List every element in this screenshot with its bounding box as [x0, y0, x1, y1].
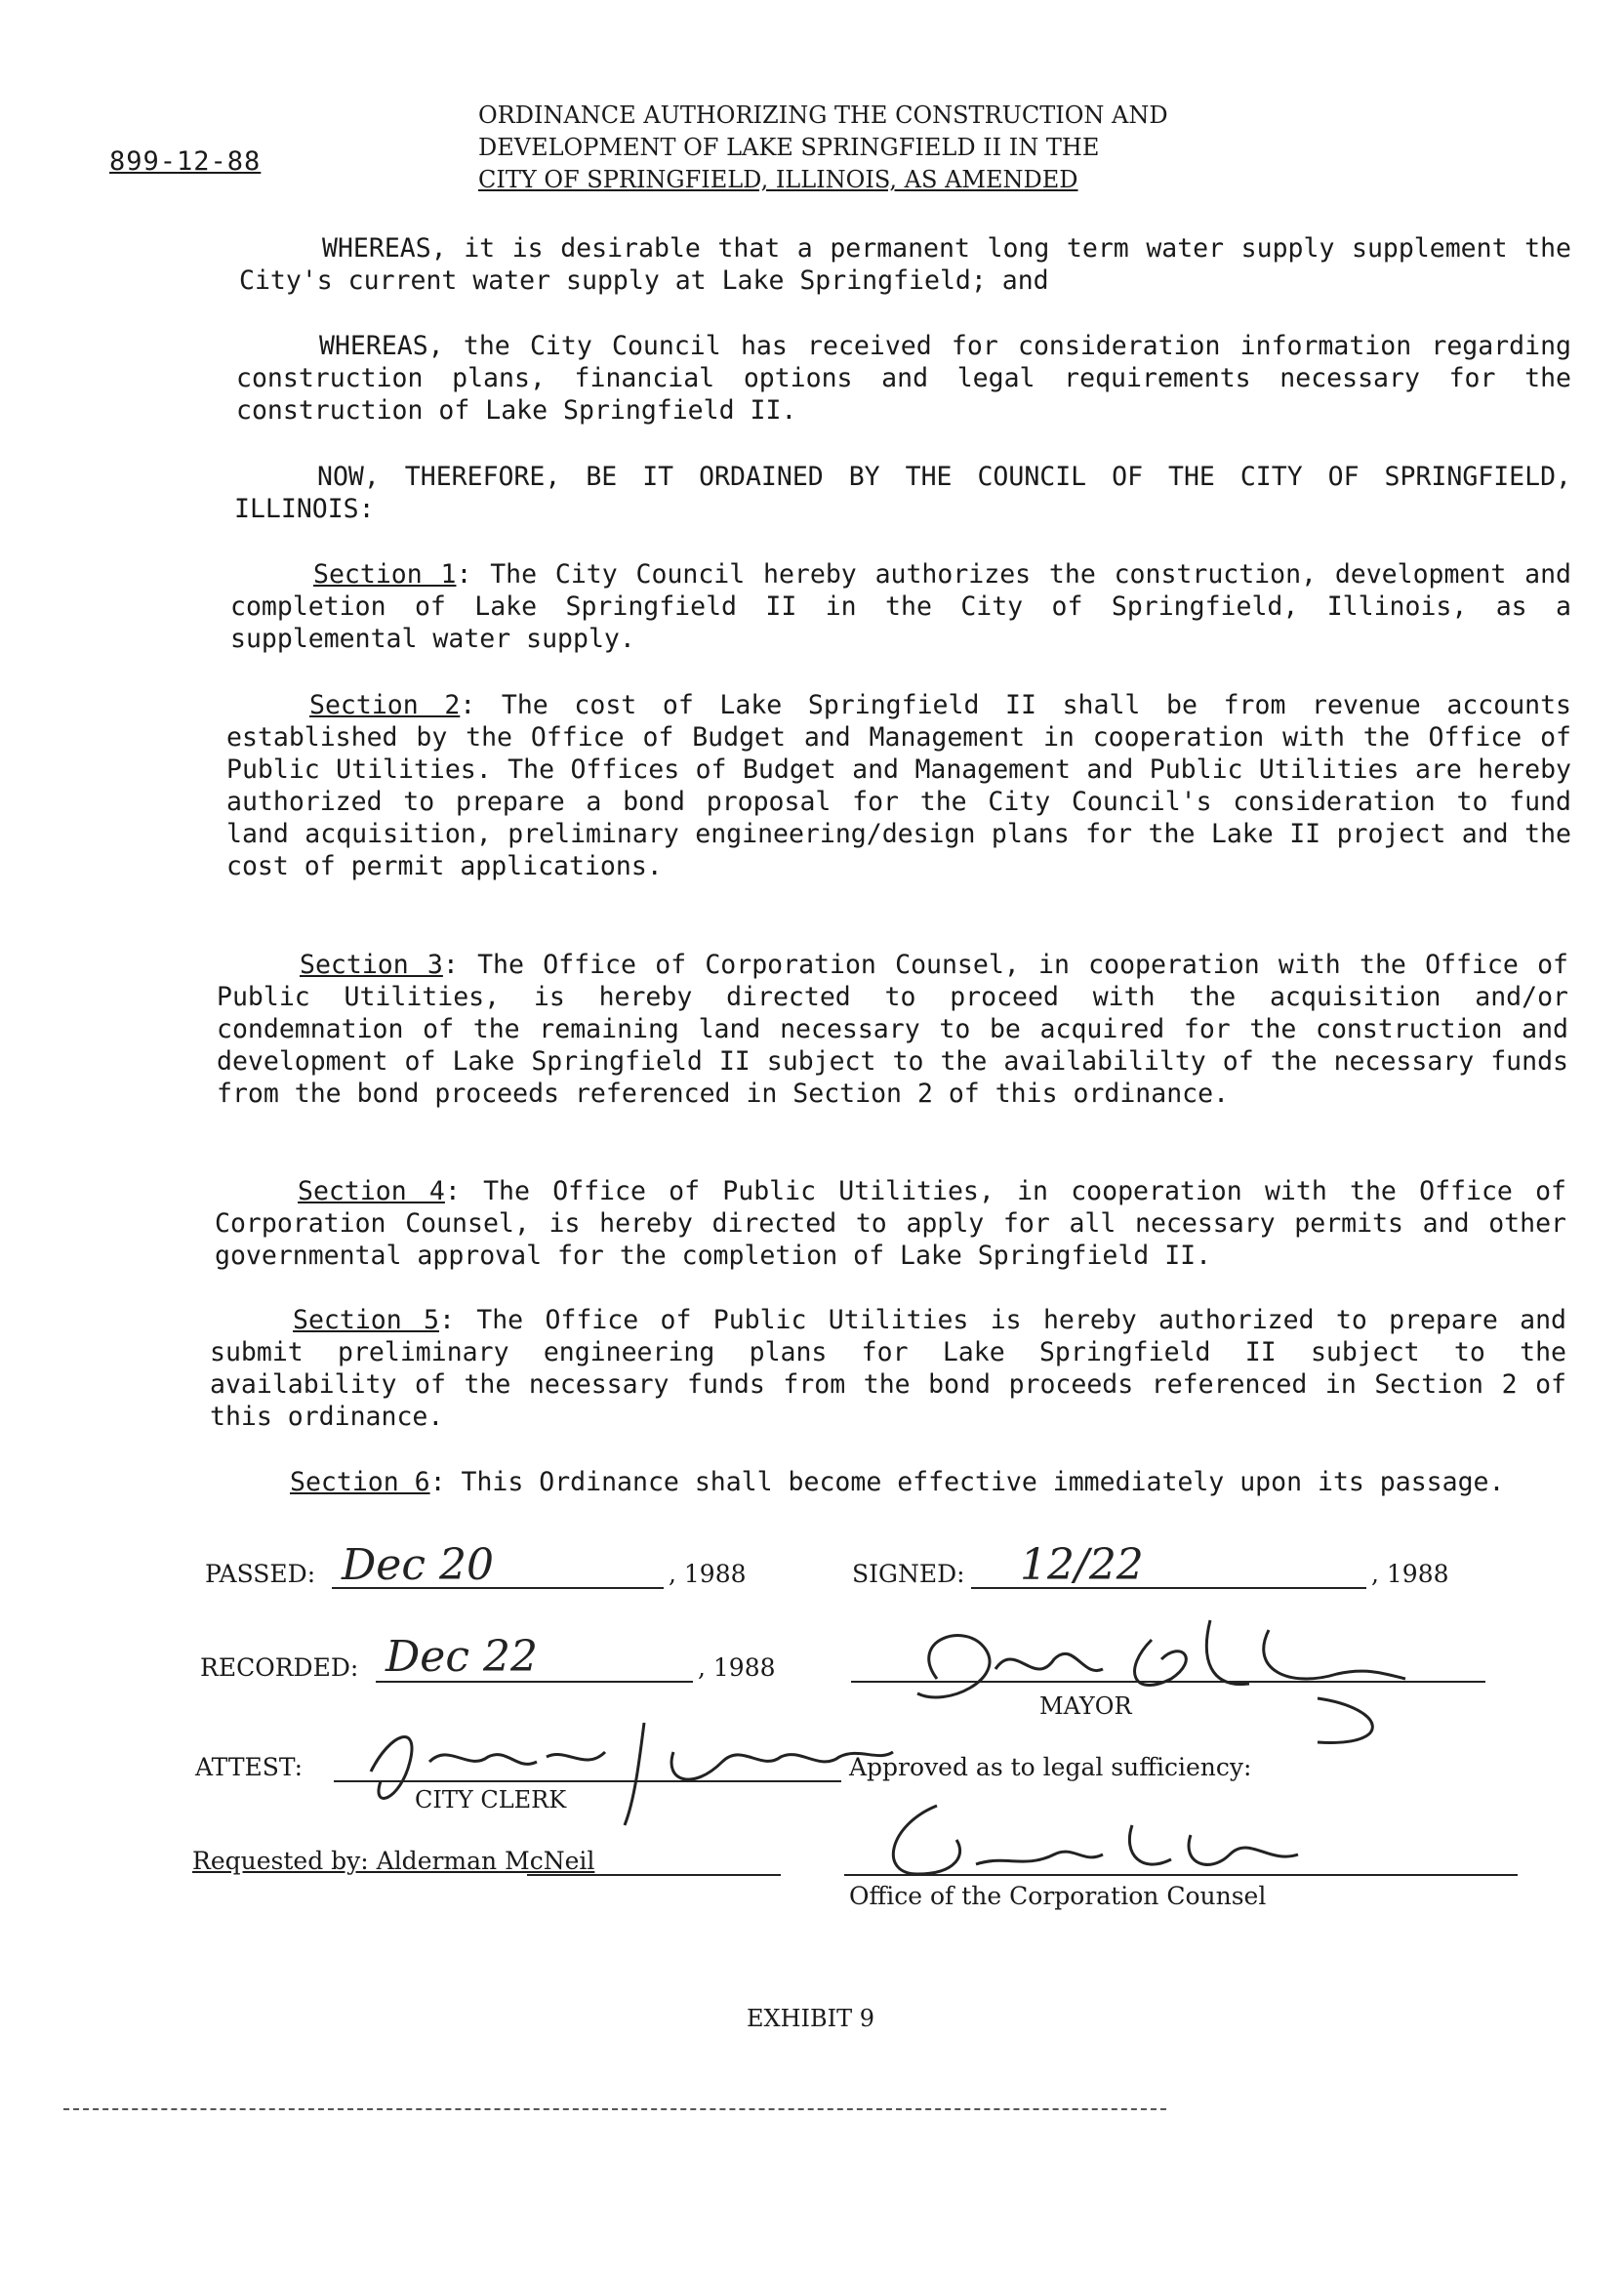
counsel-signature — [859, 1786, 1327, 1894]
section-5-paragraph — [210, 1304, 1566, 1433]
recorded-year: , 1988 — [698, 1653, 776, 1682]
whereas-paragraph-1 — [239, 232, 1571, 297]
corporation-counsel-label: Office of the Corporation Counsel — [849, 1882, 1267, 1910]
now-therefore-text: NOW, THEREFORE, BE IT ORDAINED BY THE COUNCIL OF THE CITY OF SPRINGFIELD, ILLINOIS: — [234, 462, 1571, 524]
mayor-signature — [878, 1601, 1425, 1747]
title-line-1: ORDINANCE AUTHORIZING THE CONSTRUCTION AND — [478, 102, 1168, 129]
section-4-label: Section 4 — [298, 1176, 445, 1206]
signed-year: , 1988 — [1371, 1560, 1449, 1588]
section-6-label: Section 6 — [290, 1467, 430, 1497]
signed-handwritten-date: 12/22 — [1020, 1540, 1144, 1590]
section-4-paragraph — [215, 1175, 1566, 1272]
section-5-label: Section 5 — [293, 1305, 439, 1335]
title-line-3: CITY OF SPRINGFIELD, ILLINOIS, AS AMENDED — [478, 166, 1078, 193]
section-4-text: : The Office of Public Utilities, in cooperation with the Office of Corporation Counsel, is hereby directed to apply for all necessary permits and other governmental approval for the completion of Lake Springfield II. — [215, 1176, 1566, 1271]
mayor-label: MAYOR — [1039, 1692, 1132, 1720]
whereas-paragraph-2 — [236, 330, 1571, 427]
ordinance-number: 899-12-88 — [109, 146, 262, 177]
requested-by-label: Requested by: Alderman McNeil — [192, 1847, 595, 1875]
passed-label: PASSED: — [205, 1560, 316, 1588]
section-3-paragraph — [217, 949, 1568, 1110]
passed-year: , 1988 — [669, 1560, 747, 1588]
approved-label: Approved as to legal sufficiency: — [849, 1753, 1252, 1781]
recorded-label: RECORDED: — [200, 1653, 359, 1682]
recorded-handwritten-date: Dec 22 — [386, 1632, 538, 1682]
section-6-text: : This Ordinance shall become effective immediately upon its passage. — [429, 1467, 1505, 1497]
whereas-2-text: WHEREAS, the City Council has received for consideration information regarding construction plans, financial options and legal requirements necessary for the construction of Lake Springfield II. — [236, 331, 1571, 426]
section-3-text: : The Office of Corporation Counsel, in cooperation with the Office of Public Utilities, is hereby directed to proceed with the acquisition and/or condemnation of the remaining land necessary to be acquired for the construction and development of Lake Springfield II subject to the availabililty of the necessary funds from the bond proceeds referenced in Section 2 of this ordinance. — [217, 950, 1568, 1109]
city-clerk-label: CITY CLERK — [415, 1786, 567, 1813]
section-3-label: Section 3 — [300, 950, 443, 980]
whereas-1-text: WHEREAS, it is desirable that a permanent long term water supply supplement the City's current water supply at Lake Springfield; and — [239, 233, 1571, 296]
attest-label: ATTEST: — [195, 1753, 304, 1781]
now-therefore-paragraph — [234, 461, 1571, 525]
section-1-paragraph — [230, 558, 1571, 655]
ordinance-title — [478, 100, 1220, 196]
section-2-paragraph — [226, 689, 1571, 882]
passed-handwritten-date: Dec 20 — [342, 1540, 494, 1590]
section-2-label: Section 2 — [309, 690, 461, 720]
section-1-label: Section 1 — [313, 559, 457, 590]
section-6-paragraph — [207, 1466, 1566, 1498]
title-line-2: DEVELOPMENT OF LAKE SPRINGFIELD II IN THE — [478, 134, 1100, 161]
section-1-text: : The City Council hereby authorizes the construction, development and completion of Lake Springfield II in the City of Springfield, Illinois, as a supplemental water supply. — [230, 559, 1571, 654]
requested-by-line — [527, 1874, 781, 1876]
exhibit-label: EXHIBIT 9 — [747, 2005, 875, 2032]
section-2-text: : The cost of Lake Springfield II shall be from revenue accounts established by the Office of Budget and Management in cooperation with the Office of Public Utilities. The Offices of Budget and Management and Public Utilities are hereby authorized to prepare a bond proposal for the City Council's consideration to fund land acquisition, preliminary engineering/design plans for the Lake II project and the cost of permit applications. — [226, 690, 1572, 881]
bottom-dashed-rule — [63, 2108, 1166, 2110]
signed-label: SIGNED: — [852, 1560, 965, 1588]
section-5-text: : The Office of Public Utilities is hereby authorized to prepare and submit preliminary engineering plans for Lake Springfield II subject to the availability of the necessary funds from the bond proceeds referenced in Section 2 of this ordinance. — [210, 1305, 1566, 1432]
